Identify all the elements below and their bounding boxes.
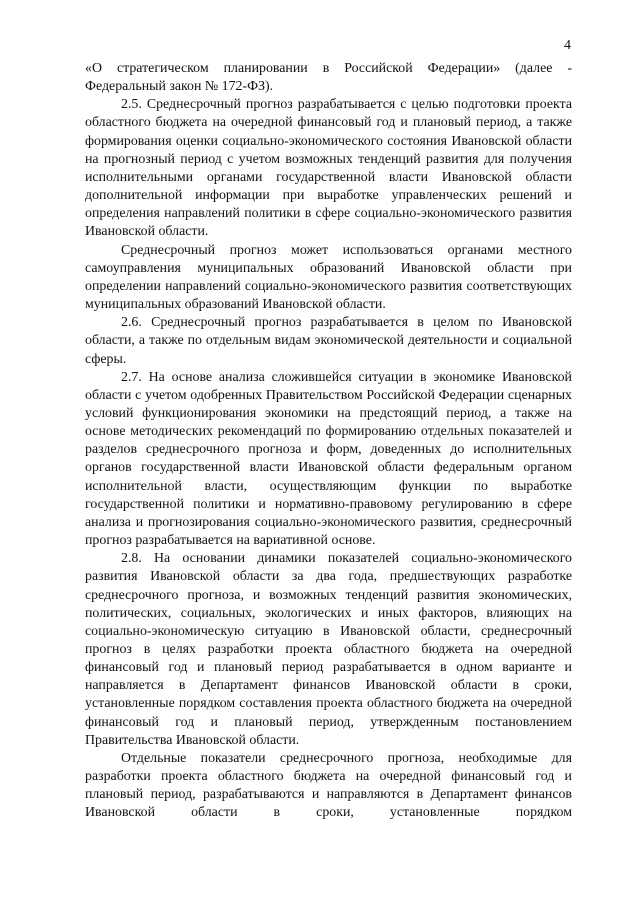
paragraph-separate-indicators: Отдельные показатели среднесрочного прогноза, необходимые для разработки проекта областного бюджета на очередной финансовый год и плановый период, разрабатываются и направляются в Департамент финансов Ивановской области в сроки, установленные порядком [85, 750, 572, 821]
paragraph-2-6: 2.6. Среднесрочный прогноз разрабатывается в целом по Ивановской области, а также по отдельным видам экономической деятельности и социальной сферы. [85, 315, 572, 367]
paragraph-2-5: 2.5. Среднесрочный прогноз разрабатывается с целью подготовки проекта областного бюджета на очередной финансовый год и плановый период, а также формирования оценки социально-экономического состояния Ивановской области на прогнозный период с учетом возможных тенденций развития для получения исполнительными органами государственной власти Ивановской области дополнительной информации при выработке управленческих решений и определения направлений политики в сфере социально-экономического развития Ивановской области. [85, 97, 572, 240]
page-number: 4 [564, 38, 571, 53]
paragraph-local-government-use: Среднесрочный прогноз может использоваться органами местного самоуправления муниципальных образований Ивановской области при определении направлений социально-экономического развития соответствующих муниципальных образований Ивановской области. [85, 242, 572, 313]
paragraph-2-7: 2.7. На основе анализа сложившейся ситуации в экономике Ивановской области с учетом одобренных Правительством Российской Федерации сценарных условий функционирования экономики на предстоящий период, а также на основе методических рекомендаций по формированию отдельных показателей и разделов среднесрочного прогноза и форм, доведенных до исполнительных органов государственной власти Ивановской области федеральным органом исполнительной власти, осуществляющим функции по выработке государственной политики и нормативно-правовому регулированию в сфере анализа и прогнозирования социально-экономического развития, среднесрочный прогноз разрабатывается на вариативной основе. [85, 369, 572, 549]
paragraph-law-reference: «О стратегическом планировании в Российской Федерации» (далее - Федеральный закон № 172-ФЗ). [85, 61, 572, 95]
document-body [85, 60, 572, 823]
paragraph-2-8: 2.8. На основании динамики показателей социально-экономического развития Ивановской области за два года, предшествующих разработке среднесрочного прогноза, и возможных тенденций развития экономических, политических, социальных, экологических и иных факторов, влияющих на социально-экономическую ситуацию в Ивановской области, среднесрочный прогноз в целях разработки проекта областного бюджета на очередной финансовый год и плановый период разрабатывается в одном варианте и направляется в Департамент финансов Ивановской области в сроки, установленные порядком составления проекта областного бюджета на очередной финансовый год и плановый период, утвержденным постановлением Правительства Ивановской области. [85, 551, 572, 748]
